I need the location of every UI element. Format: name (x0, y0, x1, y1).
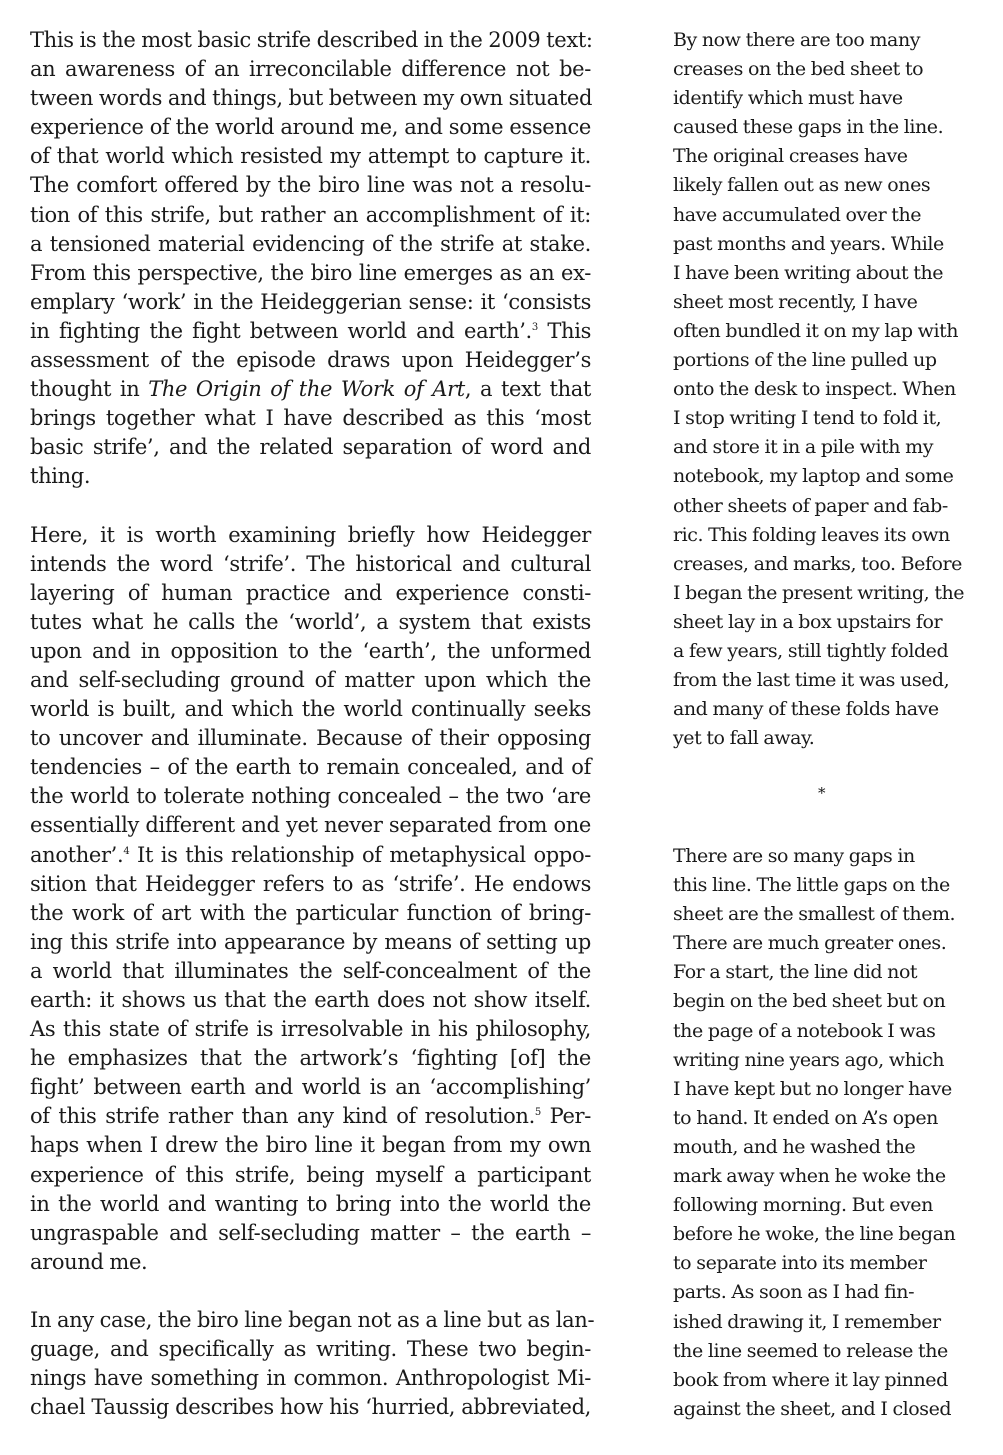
side-text-line: yet to fall away. (673, 727, 815, 750)
side-text-line: portions of the line pulled up (673, 349, 937, 372)
text-line (30, 317, 591, 346)
footnote-marker: 3 (531, 321, 538, 333)
text-segment: Per- (540, 1104, 591, 1129)
side-paragraph-1 (673, 26, 978, 753)
text-line: nings have something in common. Anthropologist Mi- (30, 1366, 591, 1391)
text-line: brings together what I have described as this ‘most (30, 406, 591, 431)
text-line: tion of this strife, but rather an accomplishment of it: (30, 202, 591, 227)
side-text-line: I have been writing about the (673, 261, 944, 284)
text-line: The comfort offered by the biro line was not a resolu- (30, 173, 591, 198)
side-text-line: this line. The little gaps on the (673, 874, 950, 897)
side-text-line: sheet most recently, I have (673, 290, 918, 313)
side-text-line: For a start, the line did not (673, 961, 918, 984)
side-text-line: I began the present writing, the (673, 581, 965, 604)
side-text-line: notebook, my laptop and some (673, 465, 954, 488)
side-text-line: creases on the bed sheet to (673, 58, 924, 81)
text-line: in the world and wanting to bring into the world the (30, 1191, 591, 1216)
side-note-column-top (673, 26, 978, 753)
paragraph-1 (30, 26, 591, 492)
side-note-column-bottom (673, 842, 978, 1424)
text-line: a world that illuminates the self-concealment of the (30, 958, 591, 983)
side-text-line: writing nine years ago, which (673, 1048, 944, 1071)
text-line: In any case, the biro line began not as a line but as lan- (30, 1307, 595, 1332)
text-line: around me. (30, 1249, 148, 1274)
text-line: As this state of strife is irresolvable in his philosophy, (30, 1017, 591, 1042)
side-text-line: likely fallen out as new ones (673, 174, 931, 197)
text-line: tween words and things, but between my own situated (30, 86, 593, 111)
text-line: tendencies – of the earth to remain concealed, and of (30, 755, 591, 780)
side-text-line: mark away when he woke the (673, 1165, 946, 1188)
text-segment: of this strife rather than any kind of resolution. (30, 1104, 535, 1129)
text-line: Here, it is worth examining briefly how Heidegger (30, 522, 591, 547)
side-text-line: mouth, and he washed the (673, 1135, 916, 1158)
footnote-marker: 4 (123, 845, 130, 857)
text-line: thing. (30, 464, 91, 489)
text-segment: in fighting the fight between world and earth’. (30, 318, 532, 343)
side-text-line: onto the desk to inspect. When (673, 378, 956, 401)
text-line: the world to tolerate nothing concealed – the two ‘are (30, 784, 591, 809)
text-line: the work of art with the particular function of bring- (30, 900, 591, 925)
text-line: earth: it shows us that the earth does not show itself. (30, 988, 591, 1012)
side-text-line: the page of a notebook I was (673, 1019, 936, 1042)
side-text-line: I stop writing I tend to fold it, (673, 407, 942, 430)
text-line: ing this strife into appearance by means of setting up (30, 929, 591, 954)
side-text-line: parts. As soon as I had fin- (673, 1281, 915, 1304)
text-line: layering of human practice and experience consti- (30, 580, 591, 605)
text-line: chael Taussig describes how his ‘hurried, abbreviated, (30, 1395, 591, 1420)
side-text-line: the line seemed to release the (673, 1339, 948, 1362)
side-text-line: past months and years. While (673, 232, 944, 255)
side-text-line: ished drawing it, I remember (673, 1310, 941, 1333)
text-line: essentially different and yet never separated from one (30, 813, 591, 838)
side-text-line: and store it in a pile with my (673, 436, 934, 459)
text-line (30, 375, 591, 404)
side-text-line: often bundled it on my lap with (673, 319, 959, 342)
text-line: sition that Heidegger refers to as ‘strife’. He endows (30, 871, 591, 896)
side-text-line: begin on the bed sheet but on (673, 990, 946, 1013)
text-segment: It is this relationship of metaphysical oppo- (129, 842, 591, 867)
side-text-line: other sheets of paper and fab- (673, 494, 948, 517)
paragraph-3 (30, 1306, 595, 1422)
text-line: tutes what he calls the ‘world’, a system that exists (30, 609, 591, 634)
side-text-line: against the sheet, and I closed (673, 1397, 952, 1420)
text-segment: , a text that (464, 377, 592, 402)
text-line: experience of this strife, being myself a participant (30, 1162, 591, 1187)
footnote-marker: 5 (534, 1107, 541, 1119)
side-text-line: before he woke, the line began (673, 1223, 956, 1246)
text-line: guage, and specifically as writing. These two begin- (30, 1337, 591, 1362)
section-separator: * (818, 784, 826, 802)
paragraph-2 (30, 521, 591, 1277)
side-text-line: There are much greater ones. (673, 932, 947, 955)
text-segment: another’. (30, 842, 124, 867)
side-text-line: book from where it lay pinned (673, 1368, 948, 1391)
side-text-line: sheet are the smallest of them. (673, 903, 956, 926)
side-text-line: to separate into its member (673, 1252, 927, 1275)
side-paragraph-2 (673, 842, 978, 1424)
text-line: basic strife’, and the related separation of word and (30, 435, 591, 460)
side-text-line: a few years, still tightly folded (673, 639, 949, 662)
text-line: This is the most basic strife described in the 2009 text: (30, 28, 593, 52)
side-text-line: creases, and marks, too. Before (673, 552, 962, 575)
side-text-line: There are so many gaps in (673, 845, 915, 867)
side-text-line: By now there are too many (673, 29, 921, 51)
text-line: to uncover and illuminate. Because of their opposing (30, 726, 591, 751)
side-text-line: ric. This folding leaves its own (673, 523, 950, 546)
text-line: fight’ between earth and world is an ‘accomplishing’ (30, 1075, 591, 1100)
side-text-line: sheet lay in a box upstairs for (673, 610, 943, 633)
side-text-line: have accumulated over the (673, 203, 922, 226)
side-text-line: caused these gaps in the line. (673, 116, 944, 139)
text-line: emplary ‘work’ in the Heideggerian sense: it ‘consists (30, 289, 591, 314)
side-text-line: identify which must have (673, 87, 903, 110)
main-text-column (30, 26, 595, 1451)
text-line: intends the word ‘strife’. The historical and cultural (30, 551, 591, 576)
side-text-line: The original creases have (673, 145, 908, 168)
side-text-line: to hand. It ended on A’s open (673, 1106, 938, 1129)
book-title: The Origin of the Work of Art (148, 377, 465, 402)
text-line (30, 841, 591, 870)
text-line: haps when I drew the biro line it began from my own (30, 1133, 591, 1158)
text-line (30, 1102, 591, 1131)
text-line: he emphasizes that the artwork’s ‘fighting [of] the (30, 1046, 591, 1071)
text-segment: This (537, 318, 591, 343)
text-segment: thought in (30, 377, 149, 402)
text-line: ungraspable and self-secluding matter – the earth – (30, 1220, 591, 1245)
text-line: assessment of the episode draws upon Heidegger’s (30, 348, 591, 373)
side-text-line: and many of these folds have (673, 698, 939, 721)
text-line: experience of the world around me, and some essence (30, 115, 591, 140)
text-line: From this perspective, the biro line emerges as an ex- (30, 260, 591, 285)
side-text-line: I have kept but no longer have (673, 1077, 952, 1100)
text-line: an awareness of an irreconcilable difference not be- (30, 57, 591, 82)
text-line: upon and in opposition to the ‘earth’, the unformed (30, 638, 591, 663)
text-line: of that world which resisted my attempt to capture it. (30, 144, 591, 169)
text-line: and self-secluding ground of matter upon which the (30, 667, 591, 692)
text-line: world is built, and which the world continually seeks (30, 697, 591, 722)
text-line: a tensioned material evidencing of the strife at stake. (30, 231, 591, 256)
side-text-line: from the last time it was used, (673, 669, 950, 692)
side-text-line: following morning. But even (673, 1194, 933, 1217)
